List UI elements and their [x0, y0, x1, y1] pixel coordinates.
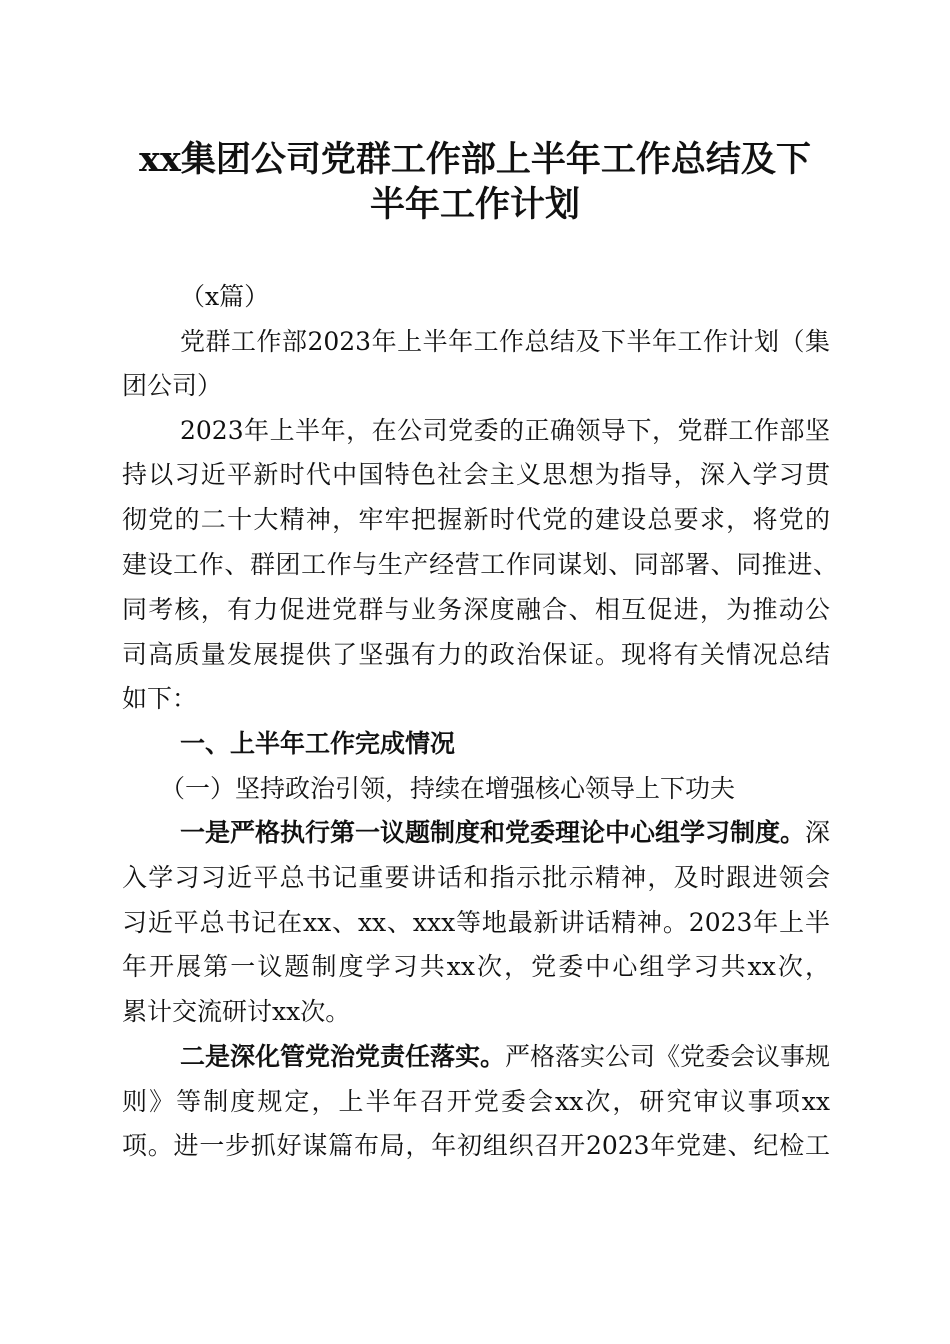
para2-line: 则》等制度规定，上半年召开党委会xx次，研究审议事项xx [122, 1087, 830, 1116]
section-heading: 一、上半年工作完成情况 [180, 729, 456, 758]
para1-line: 入学习习近平总书记重要讲话和指示批示精神，及时跟进领会 [122, 863, 830, 892]
para2-line [180, 1042, 830, 1072]
intro-line: 如下： [122, 684, 198, 713]
title-line: 半年工作计划 [369, 184, 580, 225]
intro-line: 同考核，有力促进党群与业务深度融合、相互促进，为推动公 [122, 595, 830, 624]
doc-heading-line: 团公司） [122, 371, 223, 400]
para1-lead: 一是严格执行第一议题制度和党委理论中心组学习制度。 [180, 818, 806, 847]
para1-line: 习近平总书记在xx、xx、xxx等地最新讲话精神。2023年上半 [122, 908, 830, 937]
title-line: xx集团公司党群工作部上半年工作总结及下 [139, 139, 811, 180]
para2-line: 项。进一步抓好谋篇布局，年初组织召开2023年党建、纪检工 [122, 1131, 830, 1160]
intro-line: 彻党的二十大精神，牢牢把握新时代党的建设总要求，将党的 [122, 505, 830, 534]
subtitle: （x篇） [180, 282, 270, 311]
para1-line [180, 818, 830, 848]
intro-line: 持以习近平新时代中国特色社会主义思想为指导，深入学习贯 [122, 460, 830, 489]
subsection-heading: （一）坚持政治引领，持续在增强核心领导上下功夫 [160, 774, 736, 803]
doc-heading-line: 党群工作部2023年上半年工作总结及下半年工作计划（集 [180, 327, 830, 356]
para1-line: 年开展第一议题制度学习共xx次，党委中心组学习共xx次， [122, 952, 830, 981]
intro-line: 建设工作、群团工作与生产经营工作同谋划、同部署、同推进、 [122, 550, 838, 579]
para2-text: 严格落实公司《党委会议事规 [505, 1042, 831, 1071]
para1-line: 累计交流研讨xx次。 [122, 997, 351, 1026]
intro-line: 司高质量发展提供了坚强有力的政治保证。现将有关情况总结 [122, 640, 830, 669]
para1-text: 深 [805, 818, 831, 847]
intro-line: 2023年上半年，在公司党委的正确领导下，党群工作部坚 [180, 416, 830, 445]
para2-lead: 二是深化管党治党责任落实。 [180, 1042, 506, 1071]
